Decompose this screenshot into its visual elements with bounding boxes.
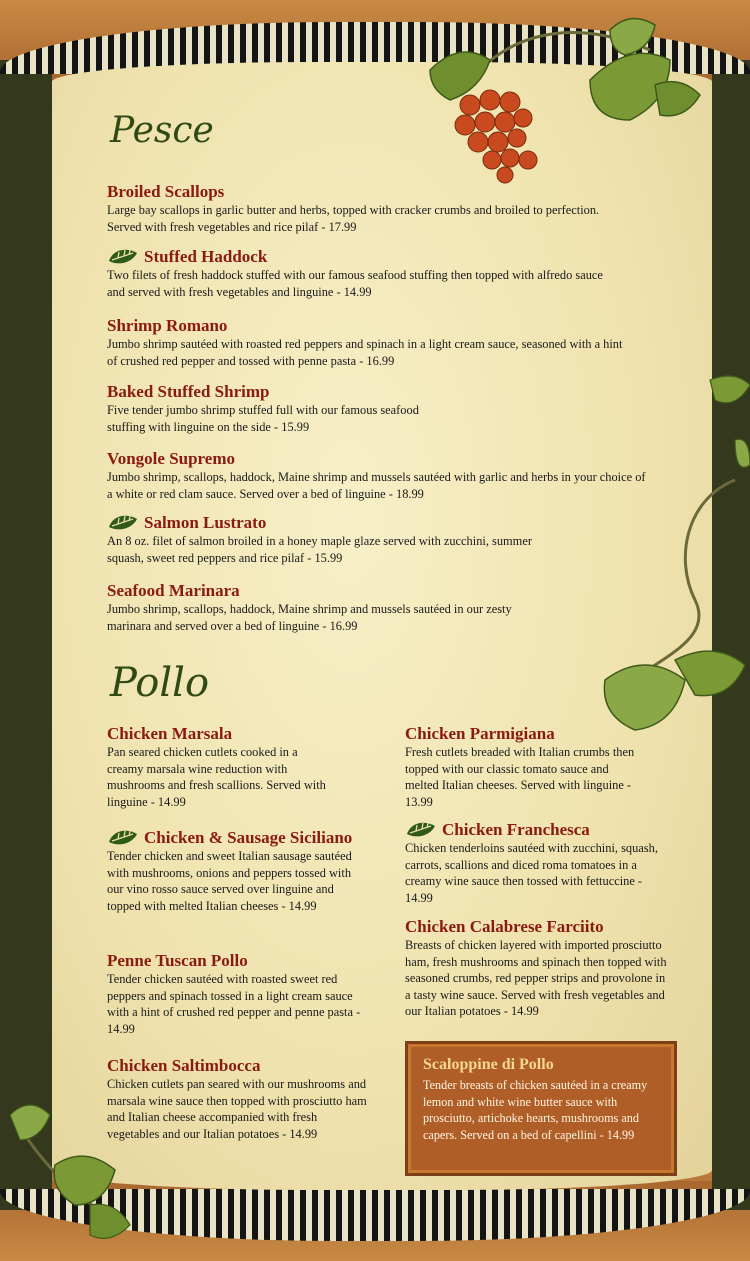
featured-item-name: Scaloppine di Pollo: [423, 1056, 554, 1073]
item-name: Salmon Lustrato: [144, 513, 267, 532]
item-description: Chicken cutlets pan seared with our mushrooms and marsala wine sauce then topped with prosciutto ham and Italian cheese accompanied with fresh vegetables and our Italian potatoes - 14.99: [107, 1077, 367, 1141]
signature-leaf-icon: [107, 247, 139, 267]
item-name: Chicken Saltimbocca: [107, 1056, 261, 1075]
menu-item: [107, 724, 337, 810]
signature-leaf-icon: [107, 828, 139, 848]
menu-item: [405, 917, 673, 1020]
item-name: Chicken Parmigiana: [405, 724, 555, 743]
item-description: Jumbo shrimp, scallops, haddock, Maine shrimp and mussels sautéed with garlic and herbs in your choice of a white or red clam sauce. Served over a bed of linguine - 18.99: [107, 470, 646, 501]
vine-leaf-right-icon: [595, 360, 750, 760]
menu-item: [107, 581, 527, 634]
item-description: Tender chicken sautéed with roasted sweet red peppers and spinach tossed in a light cream sauce with a hint of crushed red pepper and penne pasta - 14.99: [107, 972, 361, 1036]
featured-item-description: Tender breasts of chicken sautéed in a creamy lemon and white wine butter sauce with prosciutto, artichoke hearts, mushrooms and capers. Served on a bed of capellini - 14.99: [423, 1078, 648, 1142]
item-name: Chicken Marsala: [107, 724, 233, 743]
item-description: Fresh cutlets breaded with Italian crumbs then topped with our classic tomato sauce and melted Italian cheeses. Served with linguine - 13.99: [405, 745, 635, 809]
item-description: Five tender jumbo shrimp stuffed full with our famous seafood stuffing with linguine on the side - 15.99: [107, 403, 419, 434]
frame-side-left: [0, 60, 52, 1210]
section-title-pesce: Pesce: [110, 110, 214, 151]
item-description: An 8 oz. filet of salmon broiled in a honey maple glaze served with zucchini, summer squash, sweet red peppers and rice pilaf - 15.99: [107, 534, 532, 565]
item-description: Large bay scallops in garlic butter and herbs, topped with cracker crumbs and broiled to perfection. Served with fresh vegetables and rice pilaf - 17.99: [107, 203, 600, 234]
item-name: Chicken Franchesca: [442, 820, 590, 839]
item-name: Baked Stuffed Shrimp: [107, 382, 270, 401]
item-name: Chicken & Sausage Siciliano: [144, 828, 353, 847]
item-description: Two filets of fresh haddock stuffed with our famous seafood stuffing then topped with alfredo sauce and served with fresh vegetables and linguine - 14.99: [107, 268, 603, 299]
menu-item: [405, 820, 670, 906]
item-name: Chicken Calabrese Farciito: [405, 917, 604, 936]
menu-item: [107, 1056, 369, 1142]
signature-leaf-icon: [107, 513, 139, 533]
menu-item: [107, 247, 607, 300]
section-title-pollo: Pollo: [110, 660, 210, 706]
menu-item: [405, 724, 645, 810]
menu-item: [107, 828, 367, 914]
grape-vine-icon: [420, 10, 710, 190]
menu-item: [107, 382, 457, 435]
item-description: Breasts of chicken layered with imported prosciutto ham, fresh mushrooms and spinach then topped with seasoned crumbs, red pepper strips and provolone in a tasty wine sauce. Served with fresh vegetables and our Italian potatoes - 14.99: [405, 938, 667, 1019]
menu-item: [107, 449, 652, 502]
featured-special-box: [405, 1041, 677, 1176]
menu-item: [107, 182, 627, 235]
item-description: Tender chicken and sweet Italian sausage sautéed with mushrooms, onions and peppers tossed with our vino rosso sauce served over linguine and topped with melted Italian cheeses - 14.99: [107, 849, 352, 913]
menu-item: [107, 316, 627, 369]
item-name: Broiled Scallops: [107, 182, 225, 201]
item-name: Stuffed Haddock: [144, 247, 268, 266]
item-name: Penne Tuscan Pollo: [107, 951, 248, 970]
item-description: Jumbo shrimp, scallops, haddock, Maine shrimp and mussels sautéed in our zesty marinara and served over a bed of linguine - 16.99: [107, 602, 512, 633]
item-description: Jumbo shrimp sautéed with roasted red peppers and spinach in a light cream sauce, seasoned with a hint of crushed red pepper and tossed with penne pasta - 16.99: [107, 337, 623, 368]
signature-leaf-icon: [405, 820, 437, 840]
item-name: Shrimp Romano: [107, 316, 228, 335]
item-description: Pan seared chicken cutlets cooked in a creamy marsala wine reduction with mushrooms and fresh scallions. Served with linguine - 14.99: [107, 745, 326, 809]
item-name: Vongole Supremo: [107, 449, 235, 468]
menu-item: [107, 951, 369, 1037]
menu-item: [107, 513, 547, 566]
item-description: Chicken tenderloins sautéed with zucchini, squash, carrots, scallions and diced roma tomatoes in a creamy wine sauce then tossed with fettuccine - 14.99: [405, 841, 658, 905]
item-name: Seafood Marinara: [107, 581, 240, 600]
